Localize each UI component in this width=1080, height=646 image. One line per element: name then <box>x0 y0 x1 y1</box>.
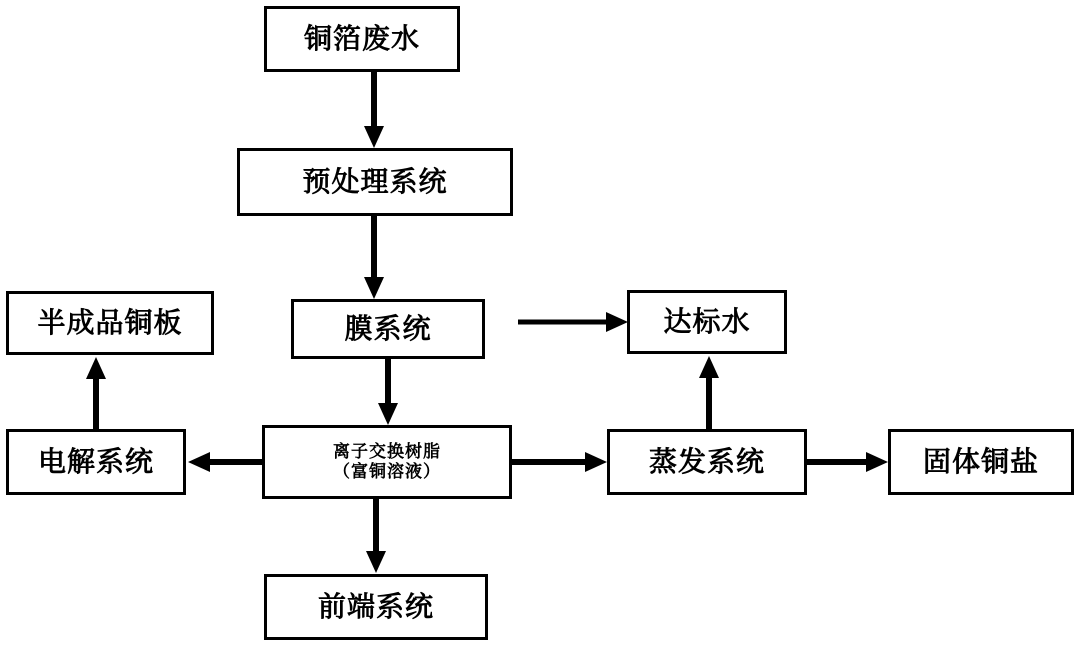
arrow-wastewater-to-pretreatment <box>362 72 386 150</box>
node-wastewater[interactable] <box>264 6 460 72</box>
node-ion-exchange-resin[interactable] <box>262 425 512 499</box>
node-frontend-system[interactable] <box>264 574 488 640</box>
arrow-membrane-to-ion-resin <box>376 359 400 427</box>
arrow-ion-resin-to-electrolysis <box>186 450 264 474</box>
arrow-ion-resin-to-frontend <box>364 499 388 575</box>
arrow-pretreatment-to-membrane <box>362 216 386 301</box>
node-membrane-label: 膜系统 <box>344 312 432 344</box>
arrow-evaporation-to-standard-water <box>697 354 721 431</box>
node-pretreatment-label: 预处理系统 <box>302 165 448 197</box>
node-pretreatment[interactable] <box>237 148 513 216</box>
node-frontend-system-label: 前端系统 <box>317 590 434 622</box>
node-ion-exchange-resin-sublabel: （富铜溶液） <box>333 462 441 481</box>
node-ion-exchange-resin-label: 离子交换树脂 <box>333 442 441 462</box>
node-semi-finished-copper-plate-label: 半成品铜板 <box>37 306 183 338</box>
arrow-ion-resin-to-evaporation <box>512 450 609 474</box>
node-evaporation[interactable] <box>607 429 807 495</box>
node-electrolysis[interactable] <box>6 429 186 495</box>
arrow-membrane-to-standard-water <box>518 310 630 334</box>
arrow-electrolysis-to-semi-finished-copper-plate <box>84 355 108 431</box>
node-solid-copper-salt[interactable] <box>888 429 1074 495</box>
node-standard-water[interactable] <box>627 290 787 354</box>
node-membrane[interactable] <box>291 299 485 359</box>
node-electrolysis-label: 电解系统 <box>37 445 154 477</box>
node-solid-copper-salt-label: 固体铜盐 <box>922 445 1039 477</box>
arrow-evaporation-to-solid-copper-salt <box>807 450 890 474</box>
node-standard-water-label: 达标水 <box>663 305 751 337</box>
node-semi-finished-copper-plate[interactable] <box>6 291 214 355</box>
node-wastewater-label: 铜箔废水 <box>303 22 420 54</box>
node-evaporation-label: 蒸发系统 <box>648 445 765 477</box>
